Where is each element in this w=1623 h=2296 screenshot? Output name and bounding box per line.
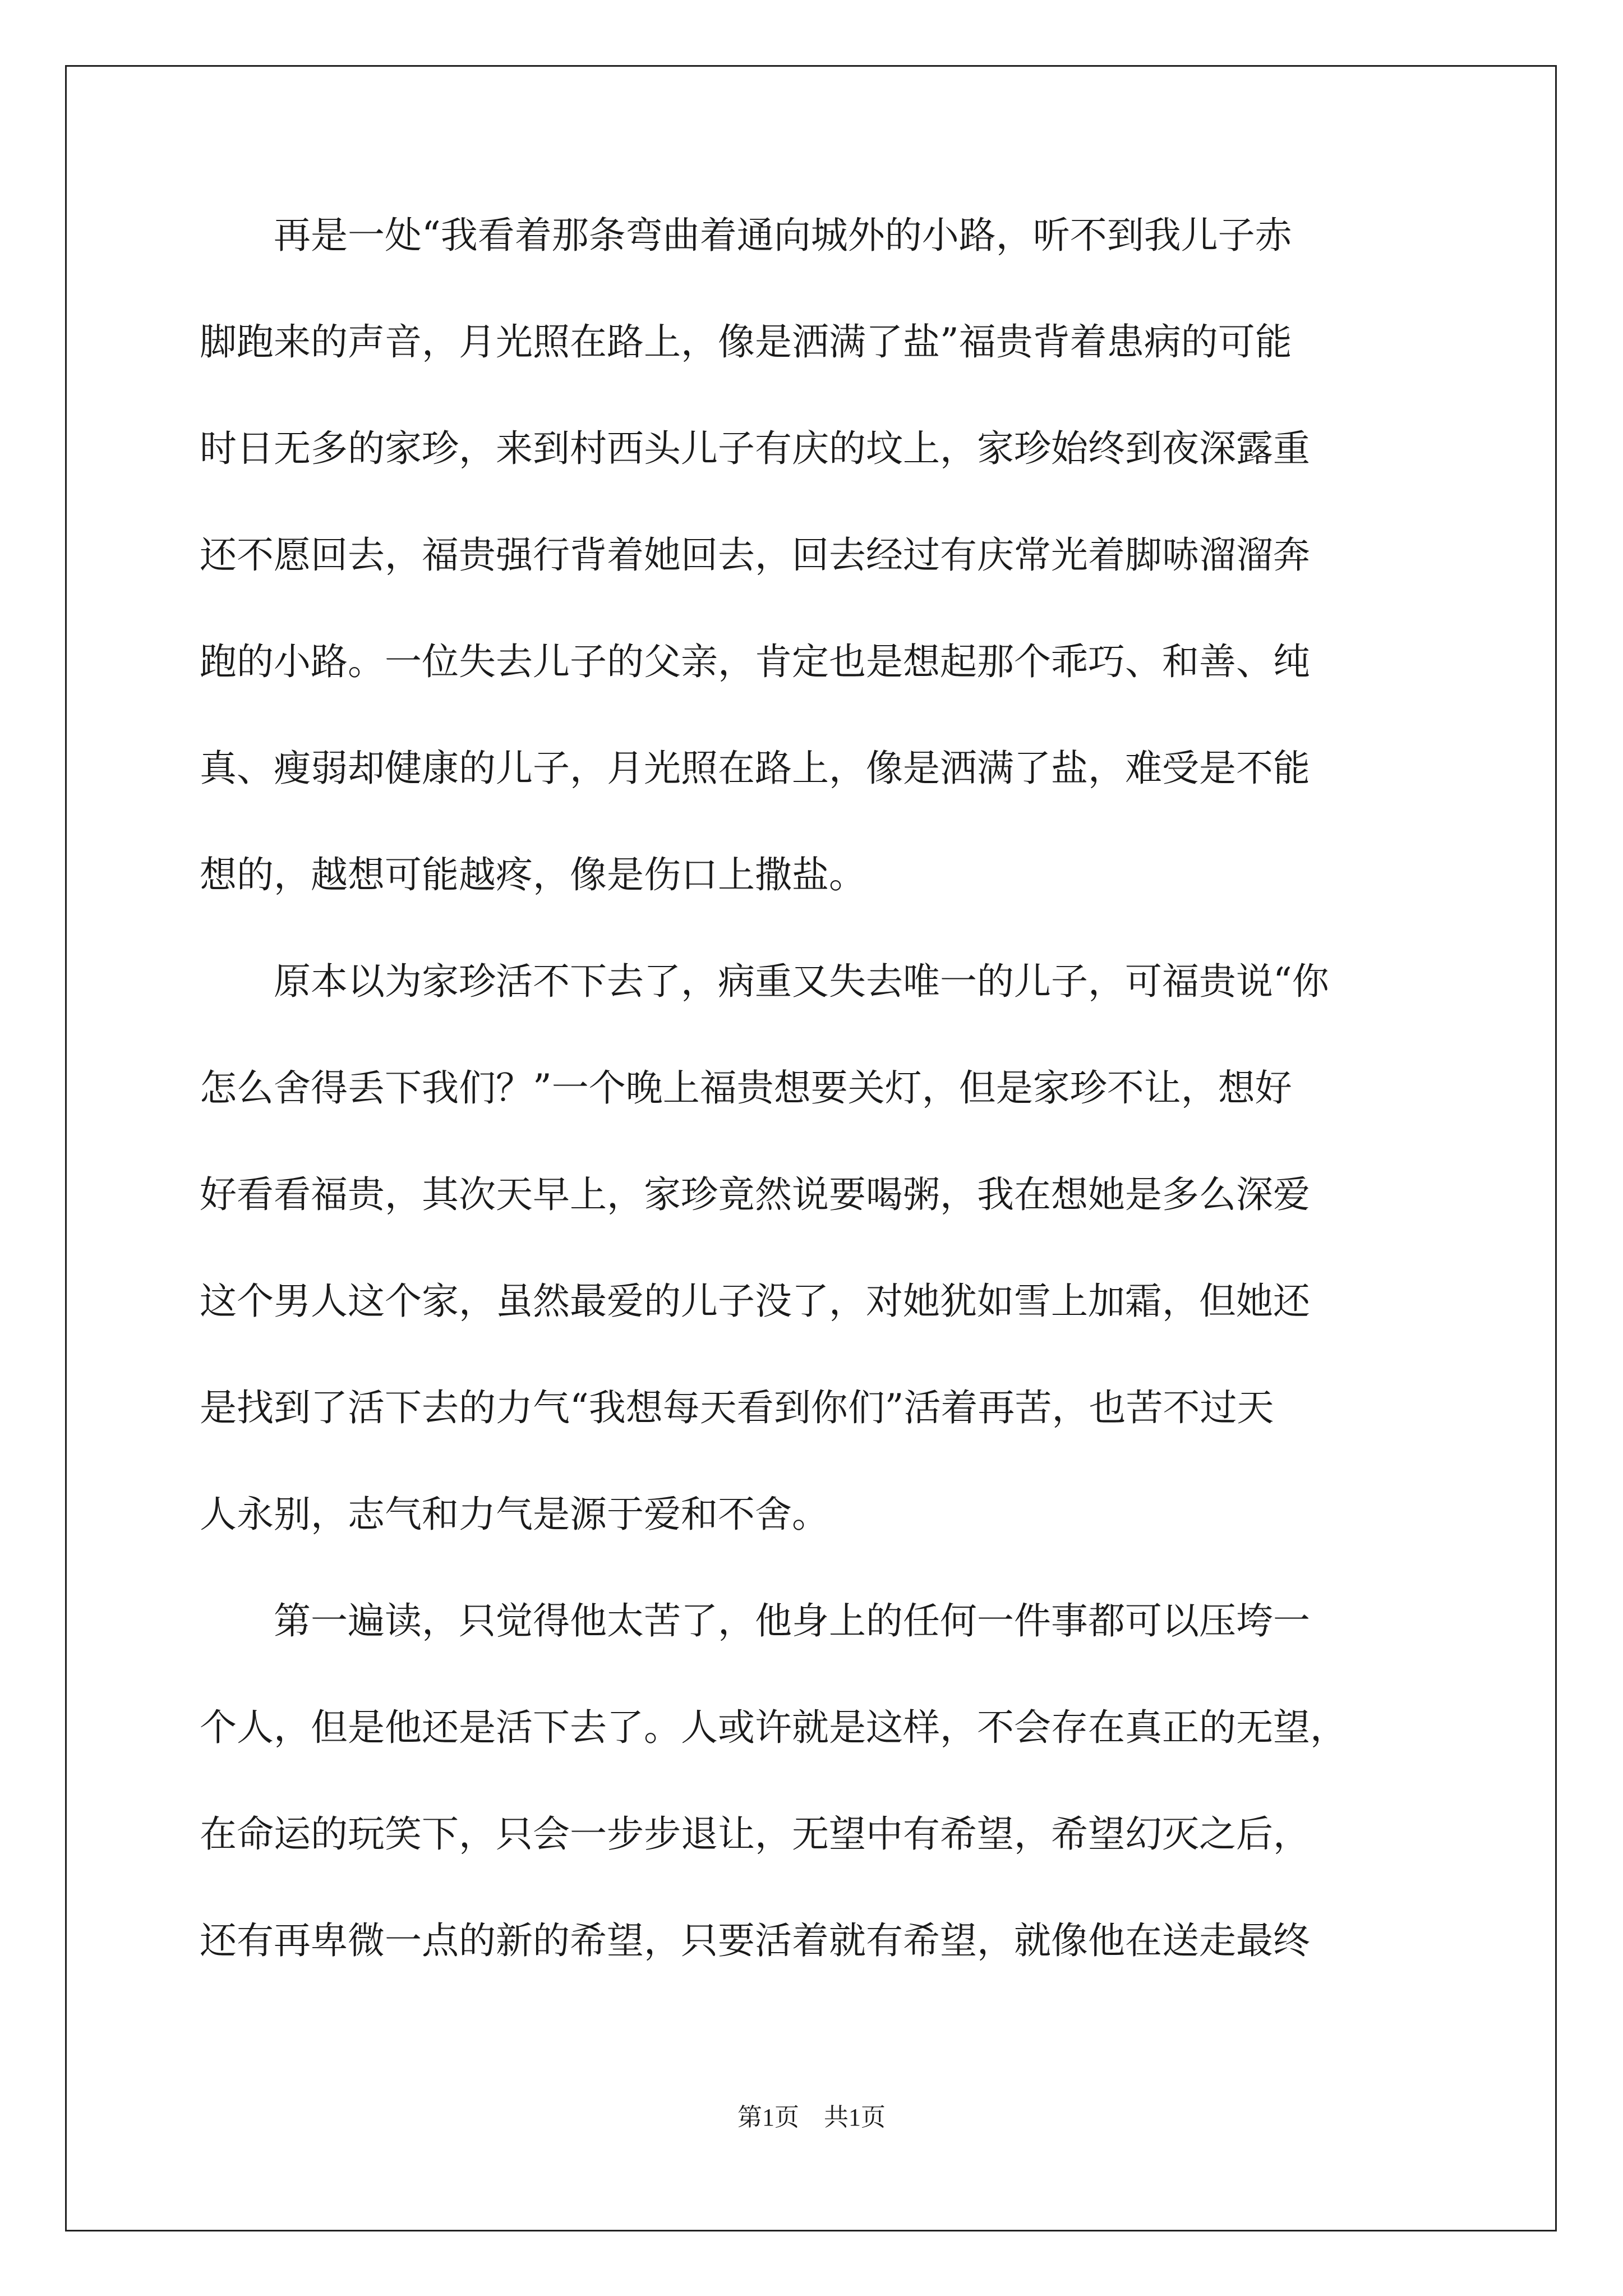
text-line: 个人，但是他还是活下去了。人或许就是这样，不会存在真正的无望， bbox=[200, 1706, 1347, 1749]
text-line: 还有再卑微一点的新的希望，只要活着就有希望，就像他在送走最终 bbox=[200, 1919, 1310, 1962]
text-line: 再是一处“我看着那条弯曲着通向城外的小路，听不到我儿子赤 bbox=[200, 214, 1292, 257]
text-line: 时日无多的家珍，来到村西头儿子有庆的坟上，家珍始终到夜深露重 bbox=[200, 427, 1310, 470]
text-line: 真、瘦弱却健康的儿子，月光照在路上，像是洒满了盐，难受是不能 bbox=[200, 747, 1310, 790]
text-line: 这个男人这个家，虽然最爱的儿子没了，对她犹如雪上加霜，但她还 bbox=[200, 1280, 1310, 1323]
text-line: 脚跑来的声音，月光照在路上，像是洒满了盐”福贵背着患病的可能 bbox=[200, 320, 1292, 364]
text-line: 是找到了活下去的力气“我想每天看到你们”活着再苦，也苦不过天 bbox=[200, 1386, 1274, 1429]
text-line: 在命运的玩笑下，只会一步步退让，无望中有希望，希望幻灭之后， bbox=[200, 1812, 1310, 1856]
text-line: 第一遍读，只觉得他太苦了，他身上的任何一件事都可以压垮一 bbox=[200, 1599, 1310, 1642]
text-line: 好看看福贵，其次天早上，家珍竟然说要喝粥，我在想她是多么深爱 bbox=[200, 1173, 1310, 1216]
text-line: 还不愿回去，福贵强行背着她回去，回去经过有庆常光着脚哧溜溜奔 bbox=[200, 533, 1310, 577]
text-line: 人永别，志气和力气是源于爱和不舍。 bbox=[200, 1493, 829, 1536]
text-line: 怎么舍得丢下我们？”一个晚上福贵想要关灯，但是家珍不让，想好 bbox=[200, 1066, 1292, 1110]
text-line: 跑的小路。一位失去儿子的父亲，肯定也是想起那个乖巧、和善、纯 bbox=[200, 640, 1310, 683]
page-border bbox=[65, 65, 1557, 2231]
text-line: 想的，越想可能越疼，像是伤口上撒盐。 bbox=[200, 853, 866, 896]
text-line: 原本以为家珍活不下去了，病重又失去唯一的儿子，可福贵说“你 bbox=[200, 960, 1329, 1003]
page-number-footer: 第1页 共1页 bbox=[737, 2104, 886, 2131]
